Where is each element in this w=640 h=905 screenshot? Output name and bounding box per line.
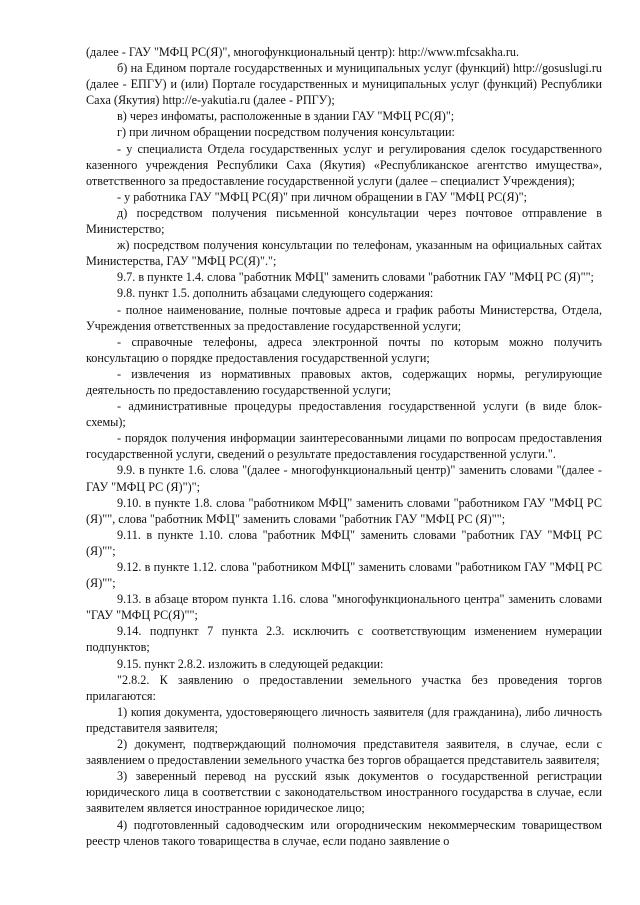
paragraph-12: - справочные телефоны, адреса электронной почты по которым можно получить консультацию о порядке предоставления государственной услуги;	[86, 334, 602, 365]
paragraph-5: - у специалиста Отдела государственных услуг и регулирования сделок государственного казенного учреждения Республики Саха (Якутия) «Республиканское агентство имущества», ответственного за предоставление государственной услуги (далее – специалист Учреждения);	[86, 141, 602, 188]
paragraph-6: - у работника ГАУ "МФЦ РС(Я)" при личном обращении в ГАУ "МФЦ РС(Я)";	[117, 189, 528, 204]
paragraph-25: 2) документ, подтверждающий полномочия представителя заявителя, в случае, если с заявлением о предоставлении земельного участка без торгов обращается представитель заявителя;	[86, 737, 602, 768]
paragraph-1: (далее - ГАУ "МФЦ РС(Я)", многофункциональный центр): http://www.mfcsakha.ru.	[86, 45, 520, 59]
paragraph-18: 9.11. в пункте 1.10. слова "работник МФЦ" заменить словами "работник ГАУ "МФЦ РС (Я)"";	[86, 527, 602, 558]
paragraph-10: 9.8. пункт 1.5. дополнить абзацами следующего содержания:	[117, 286, 434, 301]
paragraph-3: в) через инфоматы, расположенные в здании ГАУ "МФЦ РС(Я)";	[117, 109, 455, 124]
paragraph-8: ж) посредством получения консультации по телефонам, указанным на официальных сайтах Министерства, ГАУ "МФЦ РС(Я)".";	[86, 238, 602, 269]
paragraph-14: - административные процедуры предоставления государственной услуги (в виде блок-схемы);	[86, 399, 602, 430]
paragraph-26: 3) заверенный перевод на русский язык документов о государственной регистрации юридического лица в соответствии с законодательством иностранного государства в случае, если заявителем является иностранное юридическое лицо;	[86, 769, 602, 816]
paragraph-20: 9.13. в абзаце втором пункта 1.16. слова "многофункционального центра" заменить словами "ГАУ "МФЦ РС(Я)"";	[86, 592, 602, 623]
paragraph-7: д) посредством получения письменной консультации через почтовое отправление в Министерство;	[86, 205, 602, 237]
paragraph-4: г) при личном обращении посредством получения консультации:	[117, 125, 455, 140]
paragraph-9: 9.7. в пункте 1.4. слова "работник МФЦ" заменить словами "работник ГАУ "МФЦ РС (Я)"";	[117, 270, 594, 285]
paragraph-19: 9.12. в пункте 1.12. слова "работником МФЦ" заменить словами "работником ГАУ "МФЦ РС (Я)"";	[86, 560, 602, 591]
document-page	[86, 44, 602, 849]
paragraph-13: - извлечения из нормативных правовых актов, содержащих нормы, регулирующие деятельность по предоставлению государственной услуги;	[86, 366, 602, 397]
paragraph-15: - порядок получения информации заинтересованными лицами по вопросам предоставления государственной услуги, сведений о результате предоставления государственной услуги.".	[86, 431, 602, 462]
paragraph-22: 9.15. пункт 2.8.2. изложить в следующей редакции:	[117, 656, 384, 671]
paragraph-23: "2.8.2. К заявлению о предоставлении земельного участка без проведения торгов прилагаются:	[86, 672, 602, 703]
paragraph-16: 9.9. в пункте 1.6. слова "(далее - многофункциональный центр)" заменить словами "(далее - ГАУ "МФЦ РС (Я)")";	[86, 463, 602, 494]
paragraph-24: 1) копия документа, удостоверяющего личность заявителя (для гражданина), либо личность представителя заявителя;	[86, 704, 602, 735]
paragraph-11: - полное наименование, полные почтовые адреса и график работы Министерства, Отдела, Учреждения ответственных за предоставление государственной услуги;	[86, 302, 602, 333]
paragraph-27: 4) подготовленный садоводческим или огородническим некоммерческим товариществом реестр членов такого товарищества в случае, если подано заявление о	[86, 817, 602, 848]
paragraph-17: 9.10. в пункте 1.8. слова "работником МФЦ" заменить словами "работником ГАУ "МФЦ РС (Я)"", слова "работник МФЦ" заменить словами "работник ГАУ "МФЦ РС (Я)"";	[86, 495, 602, 526]
paragraph-2: б) на Едином портале государственных и муниципальных услуг (функций) http://gosuslugi.ru (далее - ЕПГУ) и (или) Портале государственных и муниципальных услуг (функций) Республики Саха (Якутия) http://e-yakutia.ru (далее - РПГУ);	[86, 61, 602, 108]
paragraph-21: 9.14. подпункт 7 пункта 2.3. исключить с соответствующим изменением нумерации подпунктов;	[86, 624, 602, 655]
